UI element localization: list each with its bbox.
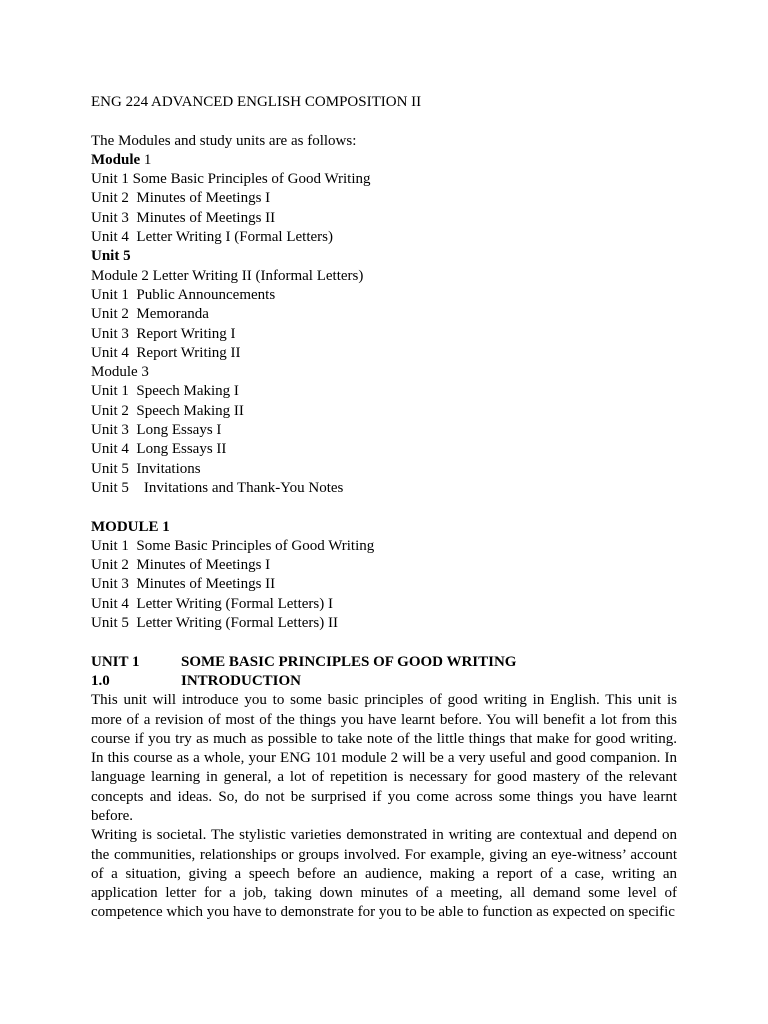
- unit-1-heading: [91, 653, 677, 672]
- outline-item: Unit 2 Minutes of Meetings I: [91, 190, 271, 207]
- blank-line: [91, 633, 677, 652]
- outline-item: Unit 1 Public Announcements: [91, 286, 276, 303]
- module-1-unit: Unit 1 Some Basic Principles of Good Writing: [91, 537, 375, 554]
- body-paragraph: Writing is societal. The stylistic varieties demonstrated in writing are contextual and depend on the communities, relationships or groups involved. For example, giving an eye-witness’ account of a situation, giving a speech before an audience, making a report of a case, writing an application letter for a job, taking down minutes of a meeting, all demand some level of competence which you have to demonstrate for you to be able to function as expected on specific: [91, 827, 677, 921]
- outline-item: Unit 5 Invitations and Thank-You Notes: [91, 479, 344, 496]
- module-1-unit: Unit 2 Minutes of Meetings I: [91, 557, 271, 574]
- blank-line: [91, 112, 677, 131]
- outline-item: Unit 4 Report Writing II: [91, 344, 241, 361]
- body-paragraph: This unit will introduce you to some basic principles of good writing in English. This unit is more of a revision of most of the things you have learnt before. You will benefit a lot from this course if you try as much as possible to take note of the little things that make for good writing. In this course as a whole, your ENG 101 module 2 will be a very useful and good companion. In language learning in general, a lot of repetition is necessary for good mastery of the relevant concepts and ideas. So, do not be surprised if you come across some things you have learnt before.: [91, 692, 677, 824]
- course-title: ENG 224 ADVANCED ENGLISH COMPOSITION II: [91, 94, 422, 110]
- outline-item: Unit 2 Speech Making II: [91, 402, 244, 419]
- module-1-label-word: Module: [91, 151, 141, 168]
- outline-item: Module 2 Letter Writing II (Informal Letters): [91, 267, 364, 284]
- unit-1-heading-number: UNIT 1: [91, 653, 140, 670]
- outline-item: Unit 2 Memoranda: [91, 306, 209, 323]
- section-heading: [91, 672, 677, 691]
- outline-item: Unit 1 Some Basic Principles of Good Writing: [91, 171, 371, 188]
- outline-unit-5-heading: Unit 5: [91, 248, 131, 265]
- section-heading-title: INTRODUCTION: [181, 672, 302, 689]
- blank-line: [91, 498, 677, 517]
- outline-item: Unit 1 Speech Making I: [91, 383, 239, 400]
- module-1-unit: Unit 4 Letter Writing (Formal Letters) I: [91, 595, 333, 612]
- outline-item: Unit 3 Minutes of Meetings II: [91, 209, 276, 226]
- outline-item: Unit 3 Report Writing I: [91, 325, 236, 342]
- module-1-label-number: 1: [140, 151, 152, 168]
- module-1-unit: Unit 5 Letter Writing (Formal Letters) II: [91, 615, 338, 632]
- outline-item: Module 3: [91, 364, 149, 381]
- document-content: [91, 93, 677, 923]
- unit-1-heading-title: SOME BASIC PRINCIPLES OF GOOD WRITING: [181, 653, 517, 670]
- module-1-heading: MODULE 1: [91, 518, 170, 535]
- outline-item: Unit 3 Long Essays I: [91, 422, 222, 439]
- module-1-unit: Unit 3 Minutes of Meetings II: [91, 576, 276, 593]
- outline-item: Unit 5 Invitations: [91, 460, 201, 477]
- outline-item: Unit 4 Letter Writing I (Formal Letters): [91, 229, 333, 246]
- section-heading-number: 1.0: [91, 672, 110, 689]
- intro-line: The Modules and study units are as follows:: [91, 132, 357, 149]
- outline-item: Unit 4 Long Essays II: [91, 441, 227, 458]
- module-1-label: [91, 151, 677, 170]
